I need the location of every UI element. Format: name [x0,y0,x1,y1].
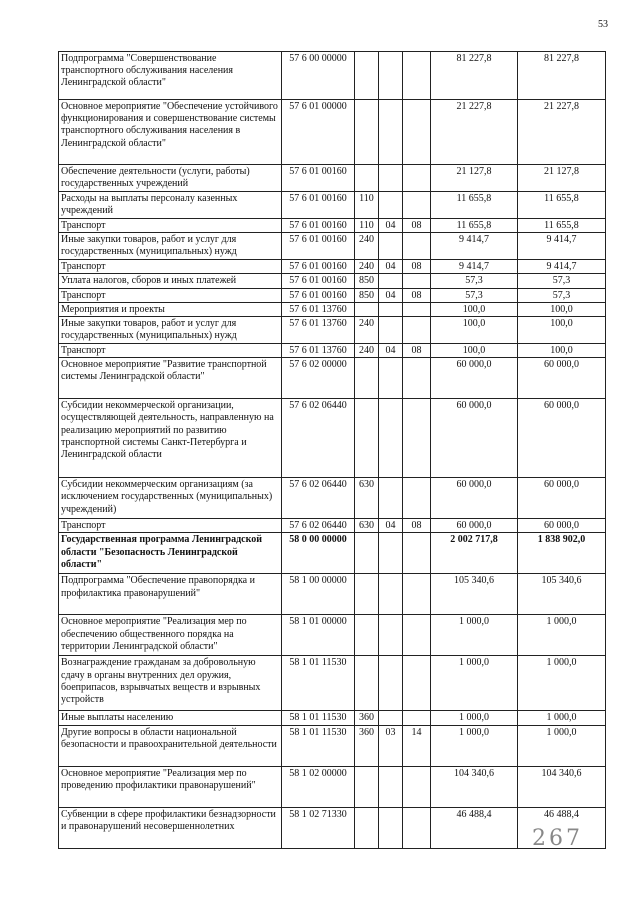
amount-year1-cell: 60 000,0 [431,478,518,519]
amount-year2-cell: 46 488,4 [518,807,606,848]
table-row [59,274,606,288]
amount-year2-cell: 60 000,0 [518,519,606,533]
amount-year2-cell: 60 000,0 [518,358,606,399]
target-code-cell: 58 1 01 00000 [282,615,355,656]
target-code-cell: 58 1 01 11530 [282,656,355,711]
section-cell [379,233,403,260]
subsection-cell: 14 [403,725,431,766]
target-code-cell: 57 6 01 00160 [282,233,355,260]
table-row [59,260,606,274]
amount-year2-cell: 60 000,0 [518,399,606,478]
section-cell [379,302,403,316]
amount-year2-cell: 81 227,8 [518,52,606,100]
expense-type-cell: 630 [355,478,379,519]
amount-year2-cell: 57,3 [518,274,606,288]
amount-year2-cell: 1 838 902,0 [518,533,606,574]
row-name-cell: Другие вопросы в области национальной безопасности и правоохранительной деятельности [59,725,282,766]
target-code-cell: 57 6 01 00160 [282,192,355,219]
table-row [59,219,606,233]
table-row [59,100,606,165]
subsection-cell: 08 [403,260,431,274]
table-row [59,302,606,316]
amount-year1-cell: 60 000,0 [431,519,518,533]
amount-year2-cell: 100,0 [518,302,606,316]
subsection-cell [403,100,431,165]
section-cell: 04 [379,344,403,358]
expense-type-cell [355,399,379,478]
amount-year1-cell: 57,3 [431,274,518,288]
amount-year1-cell: 9 414,7 [431,260,518,274]
target-code-cell: 57 6 02 06440 [282,399,355,478]
subsection-cell [403,615,431,656]
amount-year1-cell: 100,0 [431,317,518,344]
table-row [59,192,606,219]
amount-year1-cell: 21 227,8 [431,100,518,165]
budget-table-body [59,52,606,849]
target-code-cell: 57 6 01 13760 [282,344,355,358]
subsection-cell [403,274,431,288]
table-row [59,478,606,519]
section-cell [379,656,403,711]
amount-year2-cell: 100,0 [518,344,606,358]
expense-type-cell: 240 [355,260,379,274]
section-cell: 04 [379,288,403,302]
amount-year2-cell: 57,3 [518,288,606,302]
handwritten-sheet-number: 267 [532,826,583,851]
amount-year2-cell: 11 655,8 [518,192,606,219]
table-row [59,711,606,725]
section-cell: 04 [379,519,403,533]
expense-type-cell: 360 [355,725,379,766]
subsection-cell: 08 [403,344,431,358]
page-number: 53 [598,19,608,30]
subsection-cell [403,192,431,219]
target-code-cell: 57 6 01 00160 [282,288,355,302]
target-code-cell: 57 6 02 06440 [282,478,355,519]
subsection-cell: 08 [403,519,431,533]
amount-year2-cell: 105 340,6 [518,574,606,615]
row-name-cell: Субвенции в сфере профилактики безнадзорности и правонарушений несовершеннолетних [59,807,282,848]
subsection-cell [403,711,431,725]
subsection-cell [403,399,431,478]
amount-year1-cell: 100,0 [431,344,518,358]
table-row [59,615,606,656]
target-code-cell: 57 6 02 00000 [282,358,355,399]
subsection-cell [403,52,431,100]
subsection-cell [403,165,431,192]
subsection-cell [403,574,431,615]
amount-year1-cell: 1 000,0 [431,725,518,766]
amount-year1-cell: 100,0 [431,302,518,316]
row-name-cell: Субсидии некоммерческой организации, осуществляющей деятельность, направленную на реализацию мероприятий по развитию транспортной системы Санкт-Петербурга и Ленинградской области [59,399,282,478]
table-row [59,656,606,711]
row-name-cell: Основное мероприятие "Реализация мер по обеспечению общественного порядка на территории Ленинградской области" [59,615,282,656]
expense-type-cell: 240 [355,233,379,260]
amount-year1-cell: 60 000,0 [431,399,518,478]
expense-type-cell: 360 [355,711,379,725]
section-cell [379,399,403,478]
row-name-cell: Транспорт [59,288,282,302]
target-code-cell: 58 1 02 00000 [282,766,355,807]
row-name-cell: Транспорт [59,219,282,233]
section-cell: 04 [379,260,403,274]
table-row [59,574,606,615]
subsection-cell [403,317,431,344]
amount-year2-cell: 1 000,0 [518,656,606,711]
target-code-cell: 57 6 01 13760 [282,317,355,344]
amount-year2-cell: 104 340,6 [518,766,606,807]
target-code-cell: 58 1 02 71330 [282,807,355,848]
amount-year2-cell: 21 127,8 [518,165,606,192]
target-code-cell: 57 6 01 00160 [282,219,355,233]
amount-year1-cell: 9 414,7 [431,233,518,260]
target-code-cell: 58 1 01 11530 [282,711,355,725]
subsection-cell [403,478,431,519]
amount-year2-cell: 9 414,7 [518,260,606,274]
expense-type-cell [355,302,379,316]
amount-year2-cell: 1 000,0 [518,725,606,766]
target-code-cell: 57 6 01 00000 [282,100,355,165]
table-row [59,725,606,766]
table-row [59,317,606,344]
row-name-cell: Основное мероприятие "Развитие транспортной системы Ленинградской области" [59,358,282,399]
target-code-cell: 58 1 00 00000 [282,574,355,615]
row-name-cell: Подпрограмма "Совершенствование транспортного обслуживания населения Ленинградской области" [59,52,282,100]
section-cell [379,317,403,344]
section-cell: 03 [379,725,403,766]
target-code-cell: 57 6 02 06440 [282,519,355,533]
expense-type-cell [355,807,379,848]
subsection-cell: 08 [403,219,431,233]
section-cell: 04 [379,219,403,233]
row-name-cell: Субсидии некоммерческим организациям (за исключением государственных (муниципальных) учреждений) [59,478,282,519]
expense-type-cell [355,766,379,807]
row-name-cell: Подпрограмма "Обеспечение правопорядка и профилактика правонарушений" [59,574,282,615]
expense-type-cell [355,165,379,192]
row-name-cell: Государственная программа Ленинградской области "Безопасность Ленинградской области" [59,533,282,574]
expense-type-cell [355,656,379,711]
table-row [59,399,606,478]
target-code-cell: 57 6 00 00000 [282,52,355,100]
expense-type-cell: 240 [355,344,379,358]
row-name-cell: Иные закупки товаров, работ и услуг для государственных (муниципальных) нужд [59,233,282,260]
expense-type-cell [355,52,379,100]
row-name-cell: Обеспечение деятельности (услуги, работы) государственных учреждений [59,165,282,192]
amount-year1-cell: 1 000,0 [431,656,518,711]
amount-year1-cell: 21 127,8 [431,165,518,192]
expense-type-cell: 110 [355,219,379,233]
table-row [59,766,606,807]
amount-year2-cell: 1 000,0 [518,711,606,725]
amount-year2-cell: 1 000,0 [518,615,606,656]
section-cell [379,192,403,219]
target-code-cell: 57 6 01 00160 [282,165,355,192]
amount-year2-cell: 100,0 [518,317,606,344]
amount-year2-cell: 9 414,7 [518,233,606,260]
row-name-cell: Транспорт [59,344,282,358]
expense-type-cell: 850 [355,274,379,288]
amount-year1-cell: 1 000,0 [431,711,518,725]
section-cell [379,533,403,574]
amount-year1-cell: 104 340,6 [431,766,518,807]
subsection-cell [403,533,431,574]
amount-year1-cell: 1 000,0 [431,615,518,656]
table-row [59,533,606,574]
expense-type-cell [355,358,379,399]
expense-type-cell: 630 [355,519,379,533]
expense-type-cell [355,615,379,656]
expense-type-cell [355,533,379,574]
subsection-cell [403,766,431,807]
subsection-cell [403,233,431,260]
expense-type-cell: 110 [355,192,379,219]
amount-year1-cell: 81 227,8 [431,52,518,100]
table-row [59,288,606,302]
section-cell [379,165,403,192]
section-cell [379,807,403,848]
section-cell [379,766,403,807]
target-code-cell: 58 1 01 11530 [282,725,355,766]
section-cell [379,574,403,615]
row-name-cell: Иные выплаты населению [59,711,282,725]
section-cell [379,478,403,519]
section-cell [379,52,403,100]
amount-year1-cell: 2 002 717,8 [431,533,518,574]
amount-year1-cell: 60 000,0 [431,358,518,399]
expense-type-cell [355,574,379,615]
target-code-cell: 57 6 01 00160 [282,260,355,274]
section-cell [379,711,403,725]
row-name-cell: Основное мероприятие "Обеспечение устойчивого функционирования и совершенствование системы транспортного обслуживания населения в Ленинградской области" [59,100,282,165]
target-code-cell: 57 6 01 00160 [282,274,355,288]
amount-year1-cell: 105 340,6 [431,574,518,615]
table-row [59,519,606,533]
amount-year1-cell: 57,3 [431,288,518,302]
table-row [59,344,606,358]
subsection-cell [403,807,431,848]
expense-type-cell: 850 [355,288,379,302]
amount-year2-cell: 11 655,8 [518,219,606,233]
subsection-cell [403,358,431,399]
amount-year2-cell: 21 227,8 [518,100,606,165]
section-cell [379,274,403,288]
row-name-cell: Основное мероприятие "Реализация мер по проведению профилактики правонарушений" [59,766,282,807]
row-name-cell: Вознаграждение гражданам за добровольную сдачу в органы внутренних дел оружия, боеприпасов, взрывчатых веществ и взрывных устройств [59,656,282,711]
table-row [59,233,606,260]
row-name-cell: Расходы на выплаты персоналу казенных учреждений [59,192,282,219]
amount-year2-cell: 60 000,0 [518,478,606,519]
table-row [59,165,606,192]
row-name-cell: Транспорт [59,519,282,533]
table-row [59,358,606,399]
section-cell [379,100,403,165]
table-row [59,807,606,848]
section-cell [379,358,403,399]
expense-type-cell [355,100,379,165]
row-name-cell: Мероприятия и проекты [59,302,282,316]
subsection-cell: 08 [403,288,431,302]
table-row [59,52,606,100]
target-code-cell: 57 6 01 13760 [282,302,355,316]
row-name-cell: Уплата налогов, сборов и иных платежей [59,274,282,288]
row-name-cell: Иные закупки товаров, работ и услуг для государственных (муниципальных) нужд [59,317,282,344]
subsection-cell [403,302,431,316]
section-cell [379,615,403,656]
amount-year1-cell: 11 655,8 [431,219,518,233]
amount-year1-cell: 11 655,8 [431,192,518,219]
amount-year1-cell: 46 488,4 [431,807,518,848]
subsection-cell [403,656,431,711]
expense-type-cell: 240 [355,317,379,344]
budget-table [58,51,606,849]
row-name-cell: Транспорт [59,260,282,274]
target-code-cell: 58 0 00 00000 [282,533,355,574]
